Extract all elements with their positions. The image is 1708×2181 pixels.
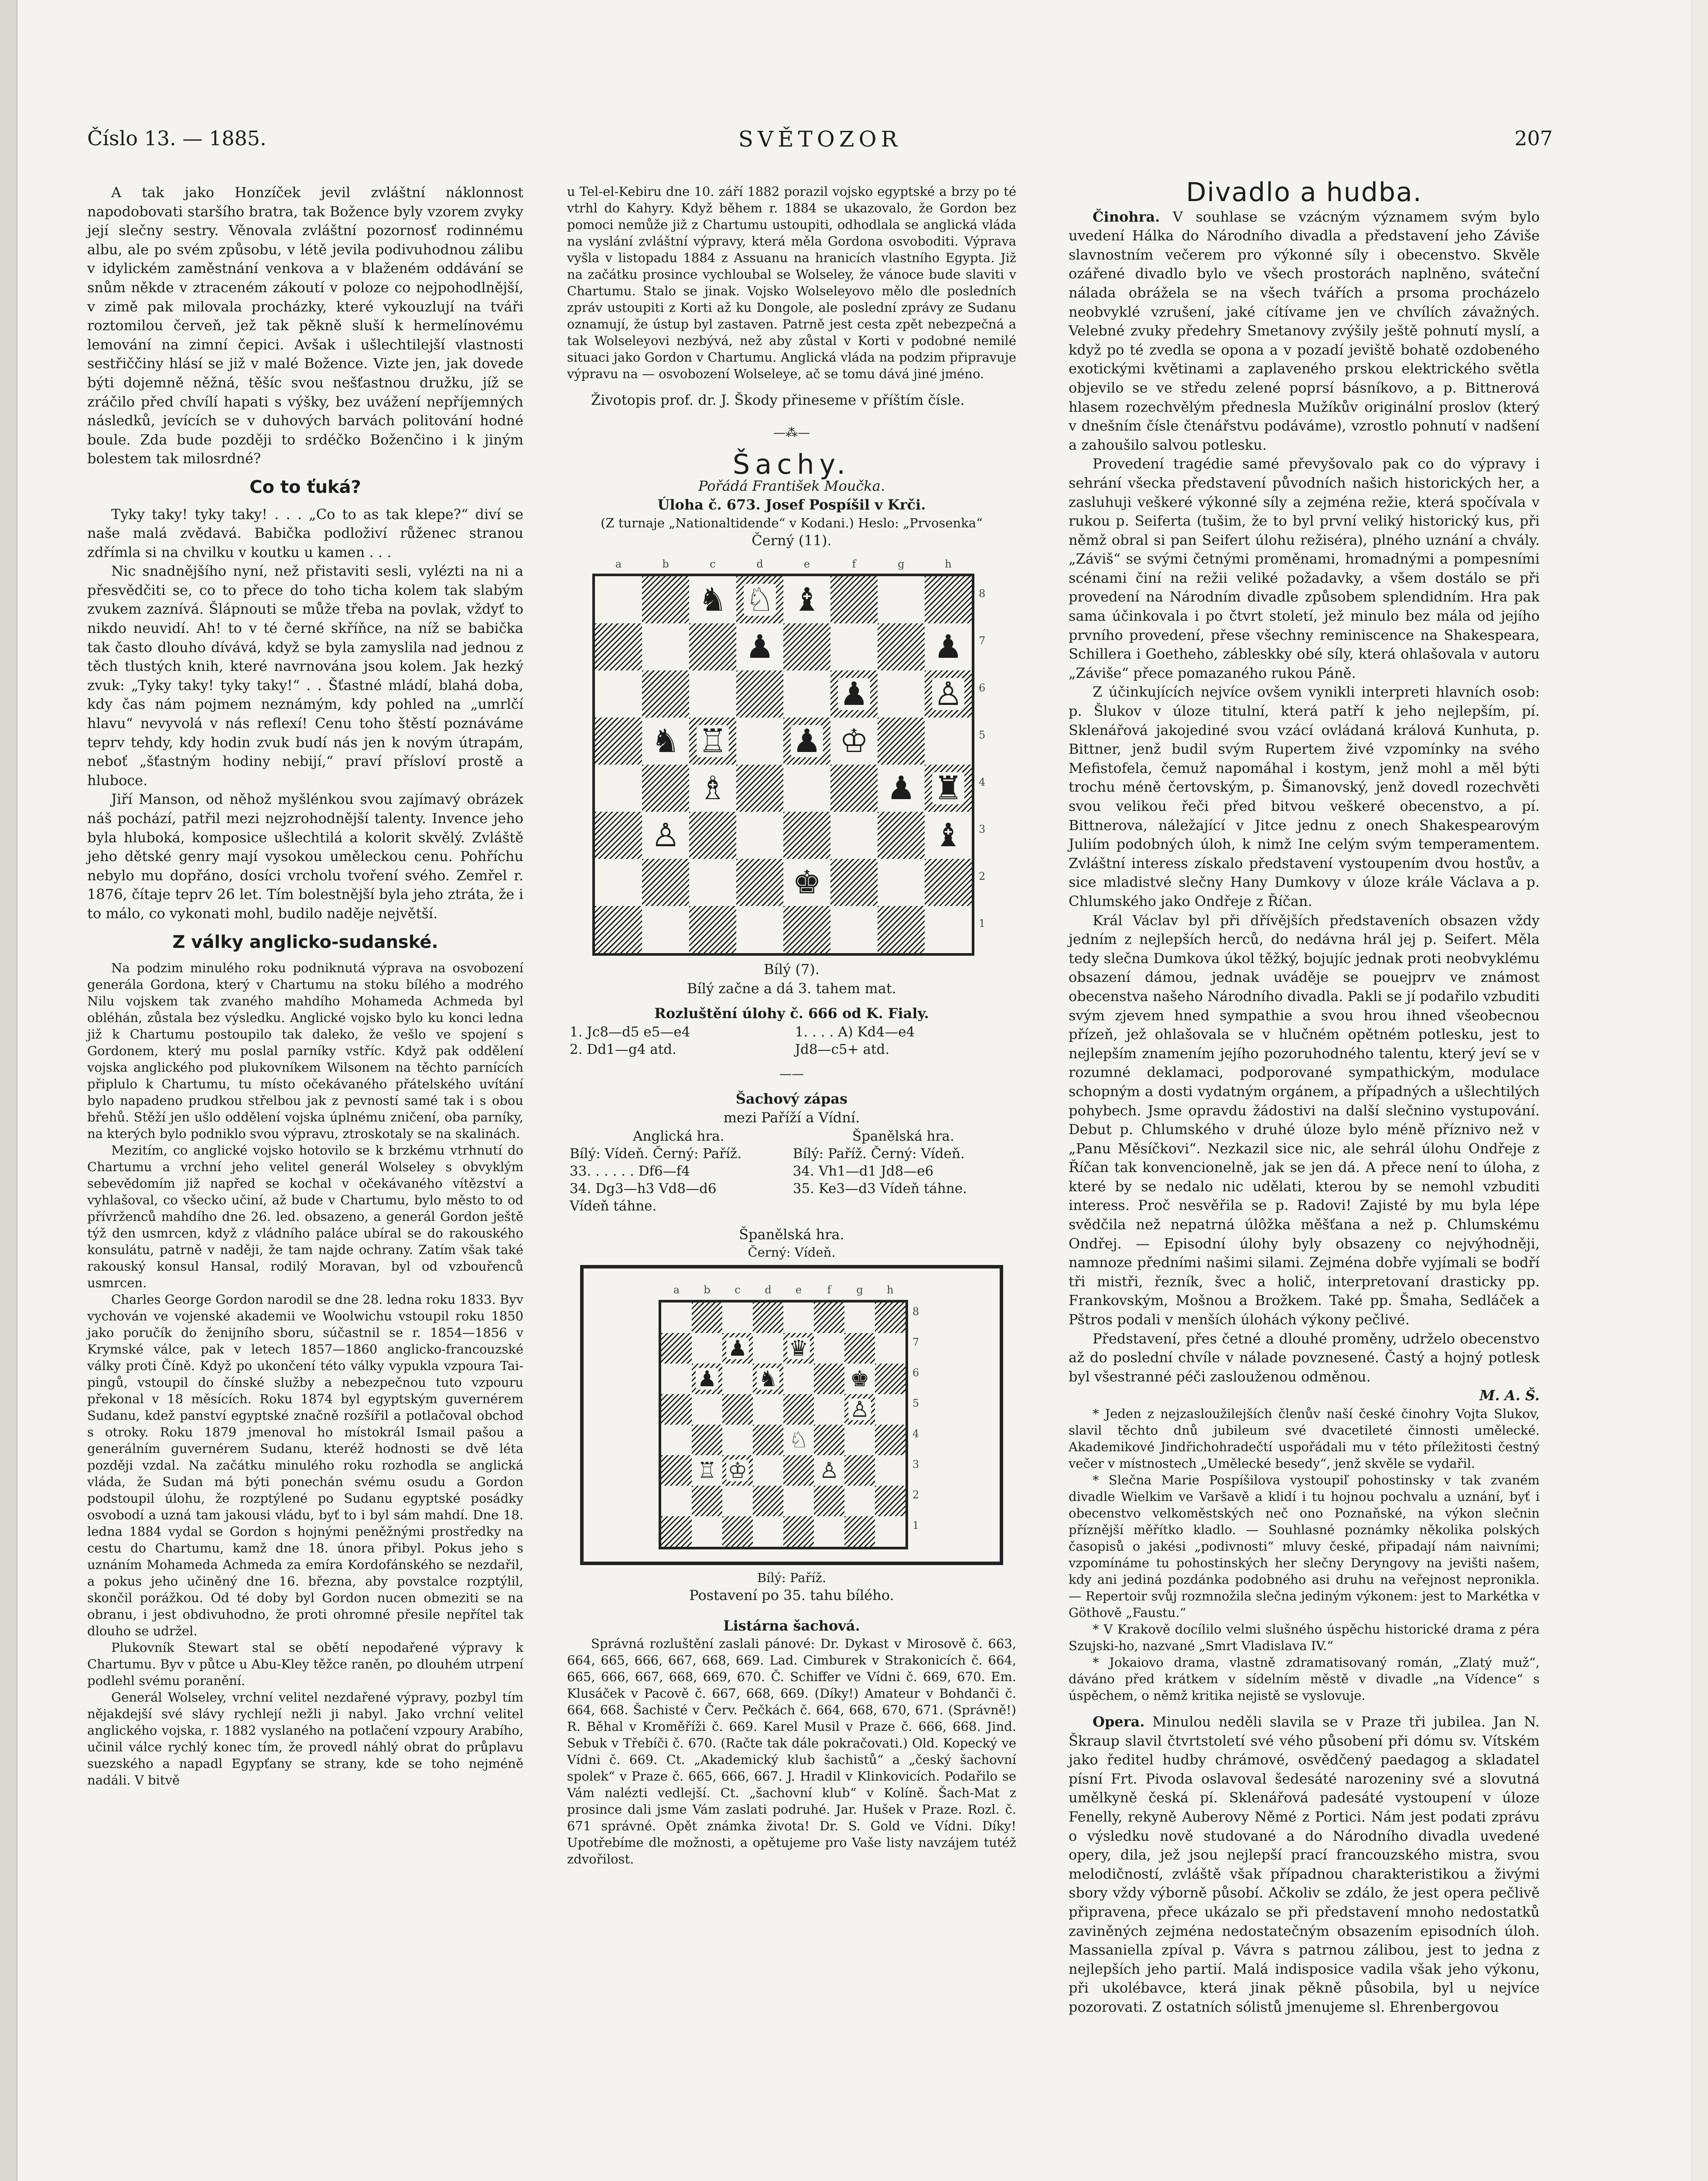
board-square	[692, 1455, 722, 1486]
rank-label: 2	[912, 1488, 919, 1501]
board-square	[875, 1302, 905, 1333]
board-square	[753, 1486, 783, 1516]
board-square	[875, 1394, 905, 1425]
solution-move: 1. . . . A) Kd4—e4	[795, 1024, 915, 1040]
board-square	[753, 1302, 783, 1333]
board-square	[875, 1333, 905, 1364]
board-square	[783, 1394, 814, 1425]
board-square	[783, 906, 830, 953]
board-square	[925, 859, 972, 906]
chess-piece: ♟	[838, 678, 870, 710]
rank-label: 3	[912, 1458, 919, 1470]
section-title: Divadlo a hudba.	[1186, 177, 1422, 208]
column-2	[567, 183, 1016, 1867]
chess-piece: ♖	[696, 1460, 719, 1481]
chess-piece: ♘	[744, 584, 776, 616]
board-square	[661, 1516, 692, 1547]
board-square	[689, 718, 736, 765]
chess-piece: ♟	[885, 772, 917, 804]
chess-piece: ♞	[757, 1368, 780, 1390]
chess-piece: ♙	[932, 678, 964, 710]
match-moves	[567, 1128, 1016, 1215]
issue-number: Číslo 13. — 1885.	[87, 126, 266, 150]
board-square	[722, 1486, 753, 1516]
board-square	[875, 1486, 905, 1516]
list-title: Listárna šachová.	[723, 1617, 860, 1634]
move: Vídeň táhne.	[570, 1198, 657, 1214]
board2-frame	[580, 1265, 1003, 1565]
board-square	[753, 1455, 783, 1486]
board-square	[689, 576, 736, 623]
board-square	[753, 1516, 783, 1547]
board-square	[642, 906, 689, 953]
paragraph: Činohra. V souhlase se vzácným významem svým bylo uvedení Hálka do Národního divadla a představení jeho Záviše slavnostním večerem pro výkonné síly i obecenstvo. Skvěle ozářené divadlo bylo ve všech prostorách naplněno, sváteční nálada obrážela se na všech tvářích a prsoma procházelo neobvyklé vzrušení, jaké cítívame jen ve chvílích závažných. Velebné zvuky předehry Smetanovy zvýšily ještě pohnutí myslí, a když po té zvedla se opona a v pozadí jeviště bohatě ozdobeného exotickými květinami a zaplaveného prskou elektrického světla objevilo se ve středu zelené poprsí básníkovo, a p. Bittnerová hlasem rozechvělým přednesla Mužíkův originální proslov (který v dnešním čísle čtenářstvu podáváme), vzrostlo pohnutí v nadšení a zahoušilo salvou potlesku.	[1069, 208, 1540, 453]
board-file-labels	[595, 555, 991, 574]
note: * Slečna Marie Pospíšilova vystoupiľ pohostinsky v tak zvaném divadle Wielkim ve Varšavě a klidí i tu hojnou pochvalu a uznání, byť i obecenstvo velkoměstských neč ono Poznaňské, na výkon slečnin příznější měřítko kladlo. — Souhlasné poznámky několika polských časopisů o jakési „podivnosti“ mluvy české, připadají nám naivními; vzpomínáme tu pohostinských her slečny Deryngovy na jevišti našem, kdy ani jediná pozdánka podobného asi druhu na veřejnost nepronikla. — Repertoir svůj rozmnožila slečna jediným výkonem: jest to Markétka v Göthově „Faustu.“	[1069, 1473, 1540, 1620]
rank-label: 4	[979, 776, 986, 788]
column-3	[1069, 177, 1540, 2017]
board-square	[783, 1425, 814, 1455]
board-square	[783, 1333, 814, 1364]
board-square	[925, 906, 972, 953]
board-square	[642, 859, 689, 906]
board-square	[642, 623, 689, 670]
file-label: h	[945, 557, 952, 570]
paragraph: u Tel-el-Kebiru dne 10. září 1882 porazil vojsko egyptské a brzy po té vtrhl do Kahyry. Když během r. 1884 se ukazovalo, že Gordon bez pomoci nemůže již z Chartumu ustoupiti, odhodlala se anglická vláda na vyslání zvláštní výpravy, která měla Gordona osvoboditi. Výprava vyšla v listopadu 1884 z Assuanu na hranicích vlastního Egypta. Již na začátku prosince vychloubal se Wolseley, že vánoce bude slaviti v Chartumu. Stalo se jinak. Vojsko Wolseleyovo mělo dle posledních zpráv ustoupiti z Korti až ku Dongole, ale poslední zprávy ze Sudanu oznamují, že ústup byl zastaven. Patrně jest cesta zpět nebezpečná a tak Wolseleyovi nezbývá, než aby zůstal v Korti v podobné nemilé situaci jako Gordon v Chartumu. Anglická vláda na podzim připravuje výpravu na — osvobození Wolseleye, ač se tomu dává jiné jméno.	[567, 184, 1016, 381]
board-square	[844, 1455, 875, 1486]
board-square	[736, 812, 783, 859]
signature: M. A. Š.	[1479, 1387, 1540, 1404]
solution-moves	[567, 1023, 1016, 1058]
paragraph: Král Václav byl při dřívějších představeních obsazen vždy jedním z nejlepších herců, do nedávna hrál jej p. Seifert. Měla tedy slečna Dumkova úkol těžký, bojujíc jednak proti neobvyklému obsazení dámou, jednak uváděje se pouejprv ve známost obecenstva našeho Národního divadla. Pakli se jí podařilo vzbuditi svým zjevem hned sympathie a svou hrou ihned všeobecnou přízeň, jež ohlašovala se v hlučném opětném potlesku, jest to nejlepším znamením jejího pozoruhodného talentu, který jeví se v rozumné deklamaci, podporované sympathickým, modulace schopným a dosti vydatným orgánem, a případných a ušlechtilých pohybech. Jsme opravdu žádostivi na další slečnino vystupování. Debut p. Chlumského v druhé úloze bylo méně příznivo než v „Panu Měsíčkovi“. Nezkazil sice nic, ale sehrál úlohu Ondřeje z Říčan tak konvencionelně, jak se jen dá. A přece není to úloha, z které by se nedalo nic udělati, kterou by se nemohl vzbuditi interess. Proč nesvěřila se p. Radovi! Zajisté by mu byla lépe svědčila než nepatrná úlôžka měšťana a než p. Chlumskému Ondřej. — Episodní úlohy byly obsazeny co nejvýhodněji, namnoze předními našimi silami. Zejména dobře vyjímali se bodří tři mistři, řezník, švec a holič, interpretovaní drasticky pp. Frankovským, Mošnou a Brožkem. Také pp. Šmaha, Sedláček a Pštros podali v menších úlohách výkony pečlivé.	[1069, 912, 1540, 1328]
file-label: f	[827, 1284, 831, 1296]
file-label: d	[756, 557, 763, 570]
match-subtitle: mezi Paříží a Vídní.	[723, 1109, 860, 1126]
section-heading: Co to ťuká?	[249, 477, 361, 497]
paragraph: Životopis prof. dr. J. Škody přineseme v příštím čísle.	[591, 392, 965, 408]
board-square	[925, 670, 972, 718]
board-square	[689, 906, 736, 953]
chess-piece: ♚	[848, 1368, 871, 1390]
newspaper-page	[83, 109, 1566, 2181]
board-square	[736, 576, 783, 623]
column-1	[87, 183, 523, 1788]
board-square	[844, 1364, 875, 1394]
board-rank-labels	[912, 1296, 919, 1541]
board-square	[753, 1394, 783, 1425]
opening-right: Španělská hra.	[852, 1128, 954, 1144]
board-square	[689, 670, 736, 718]
board-square	[689, 812, 736, 859]
rank-label: 1	[979, 917, 986, 930]
note: * Jeden z nejzasloužilejších členův naší české činohry Vojta Slukov, slavil těchto dnů jubileum své dvacetileté činnosti umělecké. Akademikové Jindřichohradečtí uspořádali mu v této příležitosti čestný večer v místnostech „Umělecké besedy“, jenž skvěle se vydařil.	[1069, 1406, 1540, 1471]
chess-piece: ♟	[696, 1368, 719, 1390]
board-square	[689, 859, 736, 906]
board-square	[878, 670, 925, 718]
board-square	[878, 718, 925, 765]
board-square	[878, 812, 925, 859]
binding-edge	[0, 0, 17, 2181]
board2-white: Bílý: Paříž.	[757, 1570, 827, 1585]
chess-piece: ♚	[791, 866, 823, 899]
chess-piece: ♜	[932, 772, 964, 804]
board-square	[692, 1516, 722, 1547]
board-square	[753, 1425, 783, 1455]
board-square	[878, 765, 925, 812]
board-square	[661, 1302, 692, 1333]
board-square	[878, 576, 925, 623]
board-square	[689, 623, 736, 670]
chess-piece: ♞	[649, 725, 682, 757]
chess-editor: Pořádá František Moučka.	[698, 477, 885, 494]
board-square	[722, 1364, 753, 1394]
paragraph: Správná rozluštění zaslali pánové: Dr. Dykast v Mirosově č. 663, 664, 665, 666, 667, 668, 669. Lad. Cimburek v Strakonicích č. 664, 665, 666, 667, 668, 669, 670. Č. Schiffer ve Vídni č. 669, 670. Em. Klusáček v Pacově č. 667, 668, 669. (Díky!) Amateur v Bohdanči č. 664, 668. Šachisté v Červ. Pečkách č. 664, 668, 670, 671. (Správně!) R. Běhal v Kroměříži č. 669. Karel Musil v Praze č. 666, 668. Jind. Sebuk v Třebíči č. 670. (Račte tak dále pokračovati.) Old. Kopecký ve Vídni č. 669. Ct. „Akademický klub šachistů“ a „český šachovní spolek“ v Praze č. 665, 666, 667. J. Hradil v Klinkovicích. Podařilo se Vám nalézti vedlejší. Ct. „šachovní klub“ v Kolíně. Šach-Mat z prosince dali jsme Vám zaslati podruhé. Jar. Hušek v Praze. Rozl. č. 671 správné. Opět známka života! Dr. S. Gold ve Vídni. Díky! Upotřebíme dle možnosti, a opětujeme pro Vaše listy navzájem tutéž zdvořilost.	[567, 1636, 1016, 1867]
solution-move: 1. Jc8—d5 e5—e4	[570, 1024, 690, 1040]
black-piece-count: Černý (11).	[752, 532, 832, 549]
board-square	[830, 670, 878, 718]
chess-piece: ♖	[697, 725, 729, 757]
note: * V Krakově docílilo velmi slušného úspěchu historické drama z péra Szujski-ho, nazvané „Smrt Vladislava IV.“	[1069, 1622, 1540, 1653]
board-square	[814, 1364, 844, 1394]
board-square	[595, 670, 642, 718]
rank-label: 1	[912, 1519, 919, 1531]
file-label: g	[898, 557, 905, 570]
chess-piece: ♙	[848, 1398, 871, 1420]
board-square	[595, 812, 642, 859]
chess-piece: ♟	[791, 725, 823, 757]
file-label: c	[734, 1284, 741, 1296]
board-square	[595, 906, 642, 953]
board-square	[642, 765, 689, 812]
page-number: 207	[1514, 126, 1553, 150]
chess-piece: ♔	[838, 725, 870, 757]
board-grid	[592, 574, 974, 956]
white-piece-count: Bílý (7).	[764, 961, 820, 978]
board-square	[753, 1333, 783, 1364]
board-square	[814, 1425, 844, 1455]
board-square	[692, 1364, 722, 1394]
chess-piece: ♞	[697, 584, 729, 616]
file-label: c	[710, 557, 716, 570]
board-square	[844, 1516, 875, 1547]
board-square	[830, 718, 878, 765]
board-square	[783, 670, 830, 718]
board-square	[783, 765, 830, 812]
board-square	[722, 1394, 753, 1425]
board-square	[722, 1425, 753, 1455]
board-square	[878, 623, 925, 670]
board-square	[925, 718, 972, 765]
move: 35. Ke3—d3 Vídeň táhne.	[793, 1180, 967, 1196]
board-square	[661, 1394, 692, 1425]
note: * Jokaiovo drama, vlastně zdramatisovaný román, „Zlatý muž“, dáváno před krátkem v sídelním městě v divadle „na Vídence“ s úspěchem, o němž kritika nejistě se vyslovuje.	[1069, 1655, 1540, 1703]
file-label: b	[662, 557, 669, 570]
problem-title: Úloha č. 673. Josef Pospíšil v Krči.	[657, 496, 926, 513]
file-label: b	[704, 1284, 711, 1296]
board-square	[814, 1394, 844, 1425]
board-square	[875, 1425, 905, 1455]
rank-label: 4	[912, 1427, 919, 1440]
match-title: Šachový zápas	[735, 1090, 848, 1107]
chess-piece: ♟	[932, 631, 964, 663]
file-label: h	[887, 1284, 894, 1296]
board2-title: Španělská hra.	[739, 1226, 844, 1243]
move: 34. Vh1—d1 Jd8—e6	[793, 1163, 934, 1179]
board-square	[661, 1486, 692, 1516]
file-label: a	[615, 557, 622, 570]
board-square	[814, 1333, 844, 1364]
paragraph: Generál Wolseley, vrchní velitel nezdařené výpravy, pozbyl tím nějakdejší své slávy rychlejí nežli ji nabyl. Jako vrchní velitel anglického vojska, r. 1882 vyslaného na potlačení vzpoury Arabího, učinil válce rychlý konec tím, že provedl náhlý obrat do průplavu suezského a napadl Egypťany se strany, kde se toho nejméně nadáli. V bitvě	[87, 1690, 523, 1788]
paragraph: Na podzim minulého roku podniknutá výprava na osvobození generála Gordona, který v Chartumu na stoku bílého a modrého Nilu vojskem tak zvaného mahdího Mohameda Achmeda byl obléhán, zůstala bez výsledku. Anglické vojsko bylo ku konci ledna již k Chartumu postoupilo tak daleko, že vešlo ve spojení s Gordonem, který mu poslal parníky vstříc. Když pak oddělení vojska anglického pod plukovníkem Wilsonem na těchto parnících připlulo k Chartumu, tu místo očekávaného přátelského uvítání bylo napadeno prudkou střelbou jak z pevností samé tak i s obou břehů. Stěží jen ušlo oddělení vojska úplnému zničení, oba parníky, na kterých bylo podniklo svou výpravu, ztroskotaly se na skalinách.	[87, 961, 523, 1142]
board-square	[783, 859, 830, 906]
board-square	[661, 1333, 692, 1364]
board-file-labels	[661, 1281, 925, 1300]
paragraph: Představení, přes četné a dlouhé proměny, udrželo obecenstvo až do poslední chvíle v nálade povznesené. Častý a hojný potlesk byl všestranné péči zaslouženou odměnou.	[1069, 1330, 1540, 1385]
board-square	[925, 623, 972, 670]
board-square	[830, 765, 878, 812]
board-square	[783, 718, 830, 765]
board-square	[595, 576, 642, 623]
chess-piece: ♗	[697, 772, 729, 804]
board-square	[844, 1302, 875, 1333]
board-square	[595, 718, 642, 765]
divider-ornament: ——	[779, 1066, 804, 1081]
board-square	[830, 812, 878, 859]
rank-label: 8	[979, 587, 986, 600]
board-square	[783, 576, 830, 623]
board-square	[692, 1333, 722, 1364]
board-square	[783, 1302, 814, 1333]
board-square	[692, 1394, 722, 1425]
board-square	[814, 1486, 844, 1516]
board-square	[722, 1516, 753, 1547]
paragraph: Z účinkujících nejvíce ovšem vynikli interpreti hlavních osob: p. Šlukov v úloze titulní, která patří k jeho nejlepším, pí. Sklenářová jakojediné svou vzácí ovládaná králová Kunhuta, p. Bittner, jenž budil svým Rupertem živé vzpomínky na svého Mefistofela, čemuž napomáhal i kostym, jenž mohl a měl býti trochu méně čertovským, p. Šimanovský, jenž dovedl rozechvěti svou velikou řeči před bitvou veškeré obecenstvo, a pí. Bittnerova, náležající v Jitce jednu z onech Shakespearovým Juliím podobných úloh, k nimž Ine celým svým temperamentem. Zvláštní interess získalo představení vystoupením dvou hostův, a sice mladistvé slečny Hany Dumkovy v úloze krále Václava a p. Chlumského jako Ondřeje z Říčan.	[1069, 684, 1540, 909]
problem-subtitle: (Z turnaje „Nationaltidende“ v Kodani.) Heslo: „Prvosenka“	[601, 515, 983, 530]
board-square	[875, 1455, 905, 1486]
board-square	[753, 1364, 783, 1394]
chess-board-match	[659, 1281, 925, 1549]
board-square	[844, 1394, 875, 1425]
board-grid	[659, 1300, 908, 1549]
board-square	[689, 765, 736, 812]
board-square	[783, 1486, 814, 1516]
rank-label: 3	[979, 823, 986, 835]
board-square	[661, 1425, 692, 1455]
board-square	[878, 906, 925, 953]
rank-label: 8	[912, 1305, 919, 1318]
colors-right: Bílý: Paříž. Černý: Vídeň.	[793, 1145, 965, 1162]
file-label: g	[856, 1284, 863, 1296]
move: 33. . . . . . Df6—f4	[570, 1163, 690, 1179]
board-square	[722, 1455, 753, 1486]
rank-label: 6	[979, 681, 986, 694]
board-square	[814, 1516, 844, 1547]
section-heading: Z války anglicko-sudanské.	[172, 932, 438, 952]
board-square	[661, 1455, 692, 1486]
board-square	[830, 906, 878, 953]
paragraph: Mezitím, co anglické vojsko hotovilo se k brzkému vtrhnutí do Chartumu a vrchní jeho velitel generál Wolseley s obvyklým sebevědomím již napřed se kochal v očekávaného vítězství a vyhlašoval, co všecko učiní, až bude v Chartumu, bylo město to od přívrženců mahdího dne 26. led. obsazeno, a generál Gordon ještě týž den usmrcen, když z vládního paláce ubíral se do rakouského konsulátu, patrně v naději, že tam najde ochrany. Zatím však také rakouský konsul Hansal, rodilý Moravan, byl od vzbouřenců usmrcen.	[87, 1143, 523, 1291]
paragraph: Provedení tragédie samé převyšovalo pak co do výpravy i sehrání všecka představení původních našich historických her, a zasluhuji veškeré výkonné síly a zejména režie, která spočívala v rukou p. Seiferta (tušim, že to byl první veliký historický kus, při němž obral si pan Seifert úlohu režiséra), plného uznání a chvály. „Záviš“ se svými četnými proměnami, hromadnými a pompesními scénami činí na režii veliké požadavky, a všem dostálo se při provedení na Národním divadle způsobem splendidním. Hra pak sama účinkovala i po čtvrt století, jež minulo bez mála od jejího prvního provedení, přese všechny reminiscence na Shakespeara, Schillera i Goetheho, zábleskky obé síly, která ohlašovala v autoru „Záviše“ přece pomazaného rukou Páně.	[1069, 455, 1540, 681]
board-square	[722, 1333, 753, 1364]
board-square	[783, 1364, 814, 1394]
board-square	[875, 1364, 905, 1394]
chess-piece: ♔	[726, 1460, 749, 1481]
board-square	[814, 1302, 844, 1333]
divider-ornament: —⁂—	[773, 425, 810, 440]
board2-position: Postavení po 35. tahu bílého.	[689, 1586, 894, 1603]
board-square	[844, 1486, 875, 1516]
paragraph: Plukovník Stewart stal se obětí nepodařené výpravy k Chartumu. Byv v půtce u Abu-Kley těžce raněn, po dlouhém utrpení podlehl svému poranění.	[87, 1640, 523, 1689]
board-square	[692, 1486, 722, 1516]
board-square	[595, 859, 642, 906]
right-margin	[1691, 0, 1708, 2181]
chess-piece: ♝	[791, 584, 823, 616]
board-square	[736, 906, 783, 953]
board-square	[736, 765, 783, 812]
paragraph: A tak jako Honzíček jevil zvláštní náklonnost napodobovati staršího bratra, tak Božence byly vzorem zvyky její slečny sestry. Věnovala zvláštní pozornosť rodinnému albu, ale po svém způsobu, v létě jevila podivuhodnou zálibu v idylickém zaměstnání venkova a v blaženém oddávání se snům někde v ztraceném zákoutí v poloze co nejpohodlnější, v zimě pak milovala procházky, které vykouzlují na tváři roztomilou červeň, jež tak pěkně sluší k hermelínovému lemování na zimní čepici. Avšak i ušlechtilejší vlastnosti sestřiččiny hlásí se již v malé Božence. Vizte jen, jak dovede býti dojemně něžná, těšíc svou nešťastnou družku, jíž se zráčilo před chvílí hapati s výšky, bez uvážení nepříjemných následků, jevících se v duhových barvách politování hodné boule. Zda bude později to srdéčko Boženčino i k jiným bolestem tak milosrdné?	[87, 184, 523, 467]
rank-label: 7	[979, 634, 986, 647]
rank-label: 2	[979, 870, 986, 882]
board-square	[925, 576, 972, 623]
board-square	[642, 718, 689, 765]
paragraph: Nic snadnějšího nyní, než přistaviti sesli, vylézti na ni a přesvědčiti se, co to přece do toho ticha kolem tak slabým zvukem zaznívá. Šlápnouti se může třeba na povlak, vždyť to nikdo neuvidí. Ah! to v té černé skříňce, na níž se babička tak často dlouho dívává, když se byla zamyslila nad jednou z těch tlustých knih, které navrnována jsou kolem. Jak hezký zvuk: „Tyky taky! tyky taky!“ . . Šťastné mládí, blahá doba, kdy čas nám pojmem neznámým, kdy pohled na „umrlčí hlavu“ nevyvolá v nás reflexí! Cenu toho štěstí poznáváme teprv tehdy, kdy hodin zvuk budí nás jen k novým útrapám, neboť „šťastným hodiny nebijí,“ praví přísloví prostě a hluboce.	[87, 563, 523, 789]
board-square	[692, 1302, 722, 1333]
file-label: a	[673, 1284, 680, 1296]
board-square	[783, 812, 830, 859]
board-square	[642, 812, 689, 859]
board-square	[830, 859, 878, 906]
file-label: d	[765, 1284, 772, 1296]
board-square	[925, 765, 972, 812]
move: 34. Dg3—h3 Vd8—d6	[570, 1180, 717, 1196]
chess-section-title: Šachy.	[732, 448, 851, 481]
paragraph: Jiří Manson, od něhož myšlénkou svou zajímavý obrázek náš pochází, patřil mezi nejzrohodnější talenty. Invence jeho byla hluboká, komposice ušlechtilá a kolorit skvělý. Zvláště jeho dětské genry mají vysokou uměleckou cenu. Pohříchu nebylo mu dopřáno, dosíci vrcholu tvoření svého. Zemřel r. 1876, čítaje teprv 26 let. Tím bolestnější byla jeho ztráta, že i to málo, co vykonati mohl, budilo naděje největší.	[87, 791, 523, 922]
board-square	[692, 1425, 722, 1455]
chess-piece: ♟	[744, 631, 776, 663]
board-square	[661, 1364, 692, 1394]
board-rank-labels	[979, 571, 985, 947]
chess-board-problem	[592, 555, 991, 956]
solution-move: 2. Dd1—g4 atd.	[570, 1041, 676, 1057]
board-square	[783, 623, 830, 670]
chess-piece: ♙	[818, 1460, 841, 1481]
board-square	[642, 670, 689, 718]
board-square	[736, 718, 783, 765]
board-square	[925, 812, 972, 859]
board-square	[736, 623, 783, 670]
masthead-title: SVĚTOZOR	[738, 126, 902, 152]
board-square	[875, 1516, 905, 1547]
board-square	[814, 1455, 844, 1486]
rank-label: 6	[912, 1366, 919, 1379]
paragraph: Tyky taky! tyky taky! . . . „Co to as tak klepe?“ diví se naše malá zvědavá. Babička podloživí růženec stranou zdřímla si na chvilku v koutku u kamen . . .	[87, 506, 523, 561]
rank-label: 5	[979, 728, 986, 741]
problem-task: Bílý začne a dá 3. tahem mat.	[687, 980, 896, 997]
solution-title: Rozluštění úlohy č. 666 od K. Fialy.	[654, 1005, 929, 1022]
board-square	[783, 1516, 814, 1547]
chess-piece: ♘	[787, 1429, 810, 1451]
opening-left: Anglická hra.	[633, 1128, 724, 1144]
chess-piece: ♛	[787, 1337, 810, 1359]
chess-piece: ♟	[726, 1337, 749, 1359]
board2-black: Černý: Vídeň.	[748, 1245, 836, 1260]
rank-label: 5	[912, 1397, 919, 1409]
board-square	[736, 859, 783, 906]
file-label: f	[852, 557, 856, 570]
colors-left: Bílý: Vídeň. Černý: Paříž.	[570, 1145, 742, 1162]
page-header	[87, 126, 1553, 161]
file-label: e	[795, 1284, 802, 1296]
chess-piece: ♝	[932, 819, 964, 851]
solution-move: Jd8—c5+ atd.	[795, 1041, 890, 1057]
board-square	[830, 576, 878, 623]
board-square	[844, 1425, 875, 1455]
board-square	[878, 859, 925, 906]
board-square	[736, 670, 783, 718]
paragraph: Charles George Gordon narodil se dne 28. ledna roku 1833. Byv vychován ve vojenské akademii ve Woolwichu vstoupil roku 1850 jako poručík do ženijního sboru, súčastnil se r. 1854—1856 v Krymské válce, pak v letech 1857—1860 anglicko-francouzské války proti Číně. Když po ukončení této války vypukla vzpoura Tai-pingů, vstoupil do čínské služby a nebezpečnou tuto vzpouru překonal v 18 měsících. Roku 1874 byl egyptským guvernérem Sudanu, kdež panství egyptské značně rozšířil a potlačoval obchod s otroky. Roku 1879 jmenoval ho místokrál Ismail pašou a generálním guvernérem Sudanu, kteréž hodnosti se dvě léta později vzdal. Na začátku minulého roku rozhodla se anglická vláda, že Sudan má býti ponechán svému osudu a Gordon podstoupil úlohu, že rozptýlené po Sudanu egyptské posádky osvobodí a uzná tam jakousi vládu, byť to i byl sám mahdí. Dne 18. ledna 1884 vydal se Gordon s hojnými peněžnými prostředky na cestu do Chartumu, kamž dne 18. února přibyl. Pokus jeho s uznáním Mohameda Achmeda za emíra Kordofánského se nezdařil, a pokus jeho učiněný dne 16. března, aby povstalce rozptýlil, skončil porážkou. Od té doby byl Gordon nucen obmeziti se na obranu, i jest obdivuhodno, že proti ohromné přesile nepřítel tak dlouho se udržel.	[87, 1292, 523, 1639]
board-square	[783, 1455, 814, 1486]
chess-piece: ♙	[649, 819, 682, 851]
board-square	[595, 623, 642, 670]
board-square	[722, 1302, 753, 1333]
file-label: e	[803, 557, 810, 570]
board-square	[642, 576, 689, 623]
rank-label: 7	[912, 1336, 919, 1348]
board-square	[844, 1333, 875, 1364]
board-square	[595, 765, 642, 812]
board-square	[830, 623, 878, 670]
paragraph: Opera. Minulou neděli slavila se v Praze tři jubilea. Jan N. Škraup slavil čtvrtstoletí své vého působení při dómu sv. Vítském jako ředitel hudby chrámové, osvědčený paedagog a skladatel písní Frt. Pivoda oslavoval šedesáté narozeniny své a slovutná umělkyně česká pí. Sklenářová padesáté vystoupení v úloze Fenelly, rekyně Auberovy Němé z Portici. Nám jest podati zprávu o výsledku nově studované a do Národního divadla uvedené opery, dila, jež jsou nejlepší prací francouzského mistra, svou melodičností, zvláště však případnou charakteristikou a živými sbory vždy výborně působí. Ačkoliv se zdálo, že jest opera pečlivě připravena, přece ukázalo se při představení mnoho nedostatků zaviněných zejména nedostatečným obsazením episodních úloh. Massaniella zpíval p. Vávra s patrnou zálibou, jest to jedna z nejlepších jeho partií. Malá indisposice vadila však jeho výkonu, při ukolébavce, která jinak pěkně působila, byl u nejvíce pozorovati. Z ostatních sólistů jmenujeme sl. Ehrenbergovou	[1069, 1713, 1540, 2015]
